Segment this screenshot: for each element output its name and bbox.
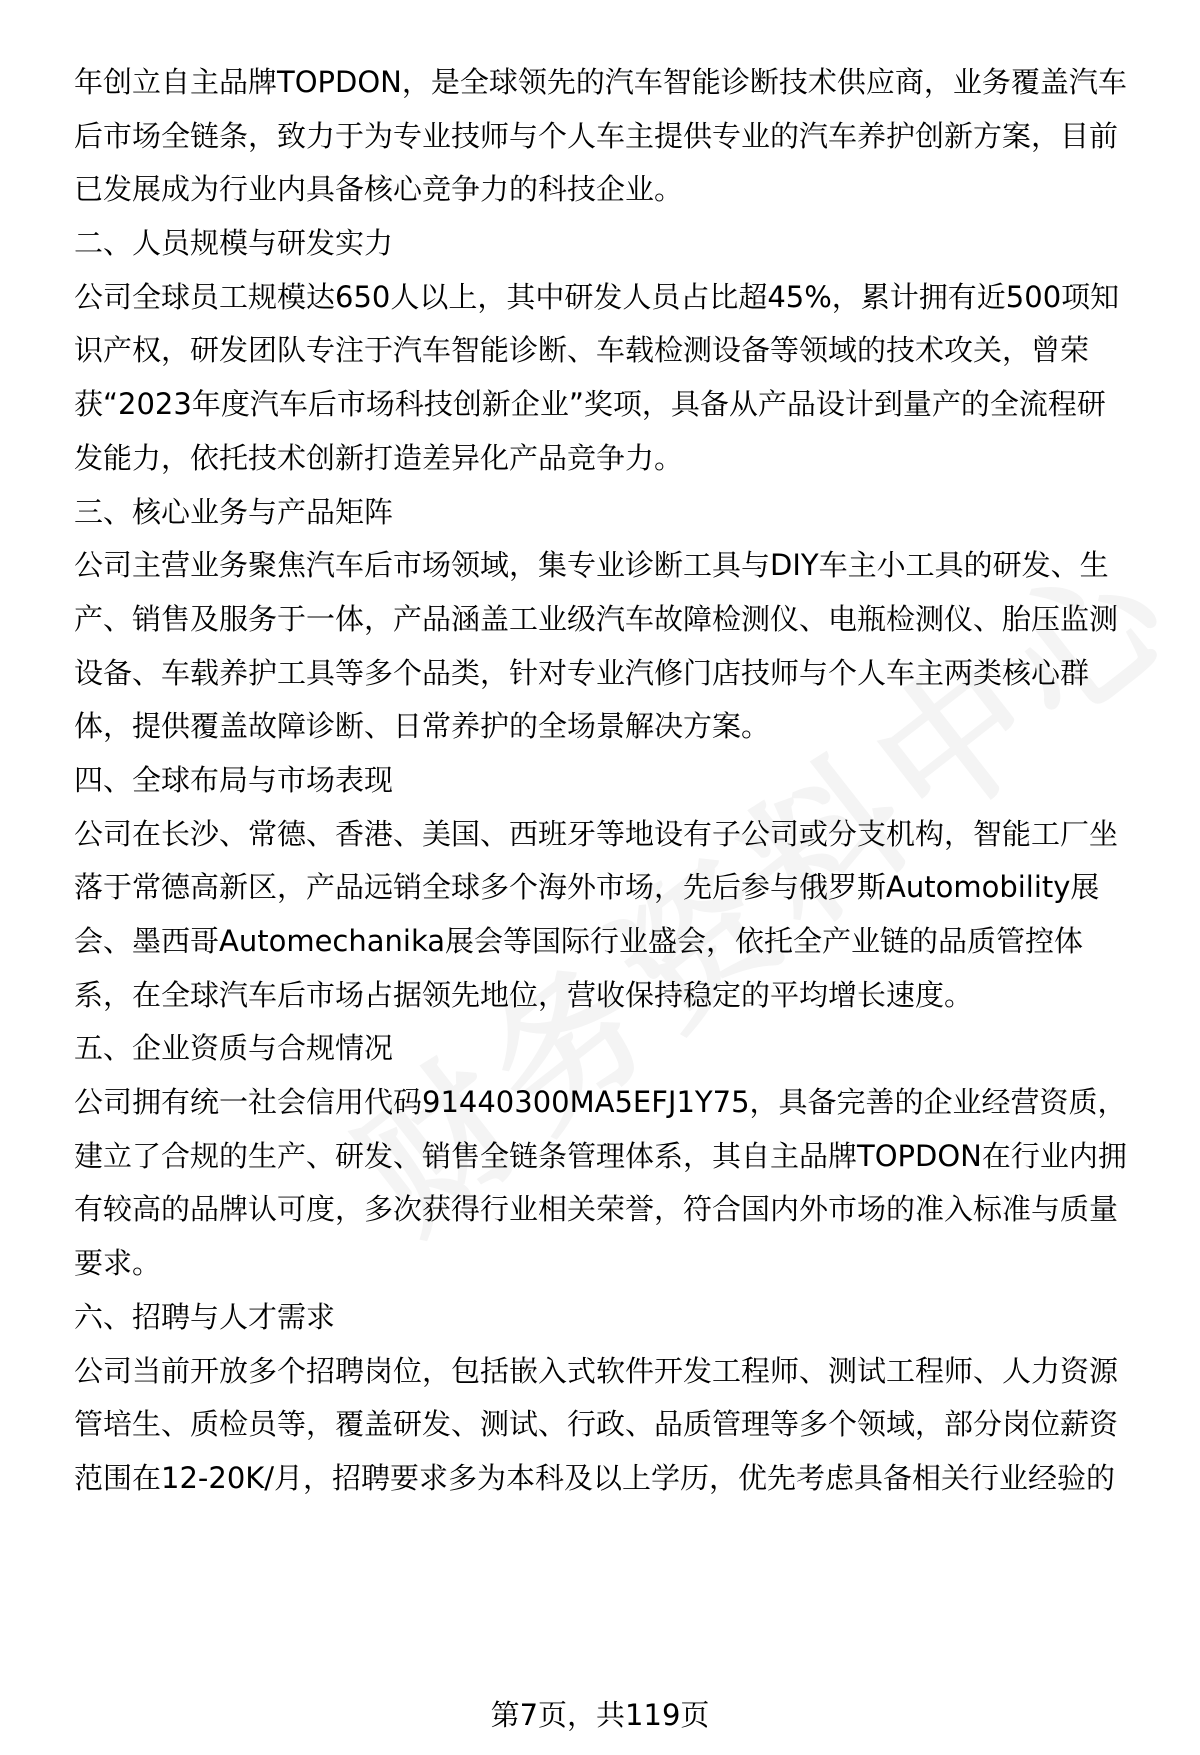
text-line: 建立了合规的生产、研发、销售全链条管理体系，其自主品牌TOPDON在行业内拥 xyxy=(74,1138,1127,1173)
section-heading-global-layout: 四、全球布局与市场表现 xyxy=(74,762,394,797)
text-line: 识产权，研发团队专注于汽车智能诊断、车载检测设备等领域的技术攻关，曾荣 xyxy=(74,333,1090,368)
section-heading-recruitment: 六、招聘与人才需求 xyxy=(74,1299,336,1334)
text-line: 公司拥有统一社会信用代码91440300MA5EFJ1Y75，具备完善的企业经营资质， xyxy=(74,1085,1127,1120)
text-line: 公司全球员工规模达650人以上，其中研发人员占比超45%，累计拥有近500项知 xyxy=(74,279,1120,314)
section-heading-core-business: 三、核心业务与产品矩阵 xyxy=(74,494,394,529)
text-line: 有较高的品牌认可度，多次获得行业相关荣誉，符合国内外市场的准入标准与质量 xyxy=(74,1192,1119,1227)
text-line: 公司主营业务聚焦汽车后市场领域，集专业诊断工具与DIY车主小工具的研发、生 xyxy=(74,548,1109,583)
text-line: 公司在长沙、常德、香港、美国、西班牙等地设有子公司或分支机构，智能工厂坐 xyxy=(74,816,1119,851)
section-heading-qualifications: 五、企业资质与合规情况 xyxy=(74,1031,394,1066)
text-line: 已发展成为行业内具备核心竞争力的科技企业。 xyxy=(74,172,684,207)
text-line: 系，在全球汽车后市场占据领先地位，营收保持稳定的平均增长速度。 xyxy=(74,977,974,1012)
text-line: 范围在12-20K/月，招聘要求多为本科及以上学历，优先考虑具备相关行业经验的 xyxy=(74,1460,1116,1495)
text-line: 要求。 xyxy=(74,1246,162,1281)
text-line: 产、销售及服务于一体，产品涵盖工业级汽车故障检测仪、电瓶检测仪、胎压监测 xyxy=(74,601,1119,636)
section-heading-personnel: 二、人员规模与研发实力 xyxy=(74,226,394,261)
text-line: 体，提供覆盖故障诊断、日常养护的全场景解决方案。 xyxy=(74,709,771,744)
page-number: 第7页，共119页 xyxy=(490,1698,710,1732)
text-line: 后市场全链条，致力于为专业技师与个人车主提供专业的汽车养护创新方案，目前 xyxy=(74,118,1119,153)
text-line: 会、墨西哥Automechanika展会等国际行业盛会，依托全产业链的品质管控体 xyxy=(74,924,1084,958)
text-line: 公司当前开放多个招聘岗位，包括嵌入式软件开发工程师、测试工程师、人力资源 xyxy=(74,1353,1119,1388)
document-body xyxy=(74,56,1162,1506)
text-line: 年创立自主品牌TOPDON，是全球领先的汽车智能诊断技术供应商，业务覆盖汽车 xyxy=(74,65,1127,99)
text-line: 管培生、质检员等，覆盖研发、测试、行政、品质管理等多个领域，部分岗位薪资 xyxy=(74,1407,1119,1442)
text-line: 发能力，依托技术创新打造差异化产品竞争力。 xyxy=(74,440,684,475)
text-line: 落于常德高新区，产品远销全球多个海外市场，先后参与俄罗斯Automobility展 xyxy=(74,870,1100,905)
text-line: 设备、车载养护工具等多个品类，针对专业汽修门店技师与个人车主两类核心群 xyxy=(74,655,1090,690)
text-line: 获“2023年度汽车后市场科技创新企业”奖项，具备从产品设计到量产的全流程研 xyxy=(74,387,1106,422)
